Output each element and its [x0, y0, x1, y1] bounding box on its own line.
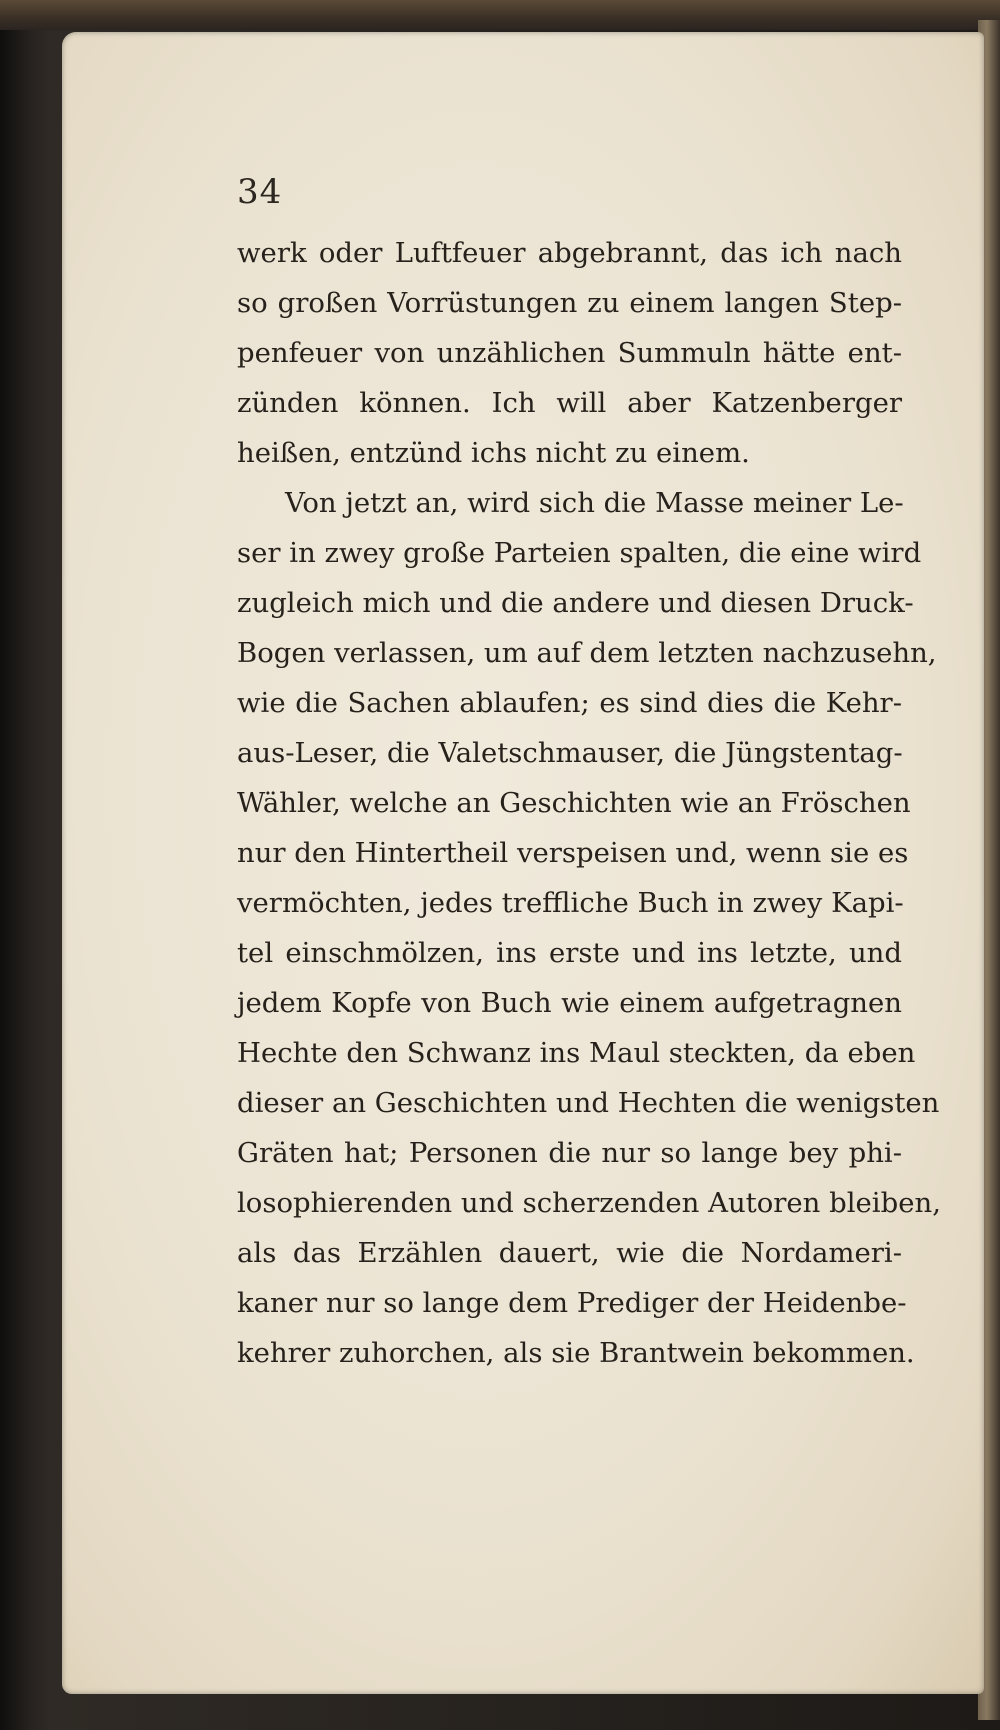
text-line: kaner nur so lange dem Prediger der Heidenbe- — [237, 1287, 907, 1319]
text-line: kehrer zuhorchen, als sie Brantwein bekommen. — [237, 1337, 915, 1369]
text-line: wie die Sachen ablaufen; es sind dies die Kehr- — [237, 687, 902, 719]
text-line: ser in zwey große Parteien spalten, die eine wird — [237, 537, 922, 569]
text-line: so großen Vorrüstungen zu einem langen Step- — [237, 287, 902, 319]
text-line: werk oder Luftfeuer abgebrannt, das ich nach — [237, 237, 902, 269]
text-line: penfeuer von unzählichen Summuln hätte ent- — [237, 337, 902, 369]
text-line: als das Erzählen dauert, wie die Nordameri- — [237, 1237, 902, 1269]
paragraph-first-line: Von jetzt an, wird sich die Masse meiner Le- — [285, 487, 904, 519]
text-line: heißen, entzünd ichs nicht zu einem. — [237, 437, 750, 469]
page-number: 34 — [237, 172, 283, 212]
book-edge-top — [0, 0, 1000, 30]
text-line: Bogen verlassen, um auf dem letzten nachzusehn, — [237, 637, 937, 669]
text-line: zugleich mich und die andere und diesen Druck- — [237, 587, 914, 619]
text-line: aus-Leser, die Valetschmauser, die Jüngstentag- — [237, 737, 903, 769]
text-line: vermöchten, jedes treffliche Buch in zwey Kapi- — [237, 887, 904, 919]
text-line: Wähler, welche an Geschichten wie an Fröschen — [237, 787, 911, 819]
book-page — [62, 32, 984, 1694]
body-text — [237, 228, 941, 1378]
text-line: losophierenden und scherzenden Autoren bleiben, — [237, 1187, 941, 1219]
text-line: Hechte den Schwanz ins Maul steckten, da eben — [237, 1037, 916, 1069]
text-line: tel einschmölzen, ins erste und ins letzte, und — [237, 937, 902, 969]
text-line: nur den Hintertheil verspeisen und, wenn sie es — [237, 837, 909, 869]
text-line: dieser an Geschichten und Hechten die wenigsten — [237, 1087, 940, 1119]
text-line: Gräten hat; Personen die nur so lange bey phi- — [237, 1137, 902, 1169]
text-line: jedem Kopfe von Buch wie einem aufgetragnen — [237, 987, 902, 1019]
text-line: zünden können. Ich will aber Katzenberger — [237, 387, 902, 419]
